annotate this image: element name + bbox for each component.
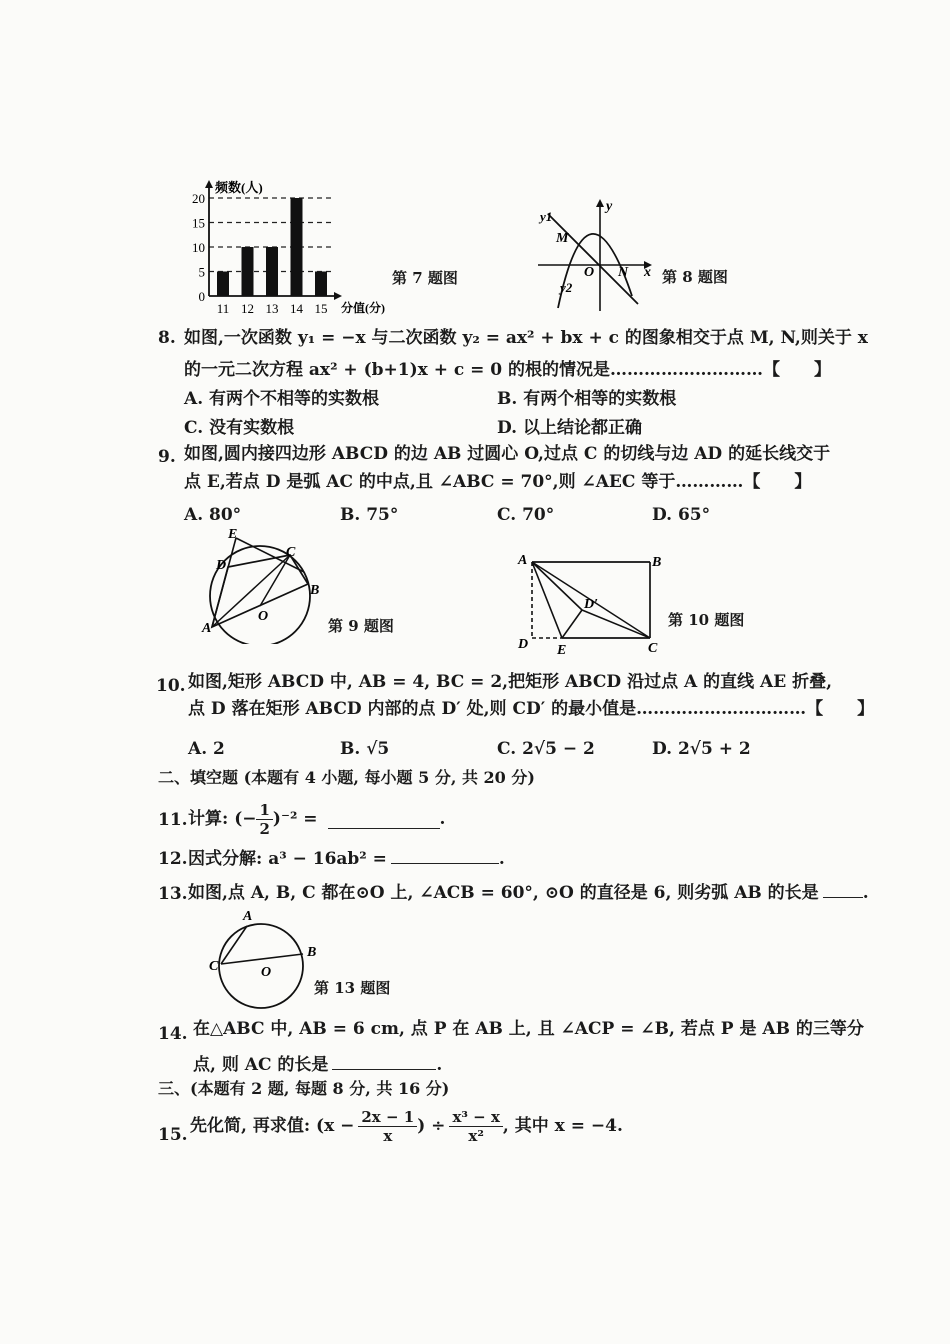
fig10-label-C: C	[648, 641, 658, 656]
q9-option-c: C. 70°	[497, 505, 555, 525]
fig7-y-tick-label: 15	[192, 215, 205, 231]
q15-mid: ) ÷	[417, 1116, 446, 1136]
q8-option-c: C. 没有实数根	[184, 418, 295, 438]
fig13-chord-cb	[221, 954, 303, 964]
fig7-y-tick-label: 10	[192, 240, 205, 255]
fig7-y-tick-label: 20	[192, 191, 205, 206]
fig7-bar-12	[242, 247, 254, 296]
q11-suffix: )⁻² =	[272, 809, 318, 829]
q9-option-d: D. 65°	[652, 505, 711, 525]
fig7-bar-11	[217, 272, 229, 297]
fig13-label-B: B	[307, 945, 317, 960]
section-2-heading: 二、填空题 (本题有 4 小题, 每小题 5 分, 共 20 分)	[158, 768, 535, 787]
q8-number: 8.	[158, 328, 176, 348]
q9-option-b: B. 75°	[340, 505, 399, 525]
fig10-ad-prime	[532, 562, 582, 610]
q10-stem-line2: 点 D 落在矩形 ABCD 内部的点 D′ 处,则 CD′ 的最小值是…………………………【 】	[188, 699, 875, 719]
fig9-ae-line	[212, 538, 236, 627]
fig7-x-axis-label: 分值(分)	[341, 301, 385, 315]
fig13-caption: 第 13 题图	[314, 979, 391, 997]
fig10-label-D-prime: D′	[584, 597, 599, 612]
q11-fraction	[256, 801, 272, 838]
fig10-label-A: A	[518, 553, 528, 568]
fig7-y-tick-label: 5	[198, 264, 205, 280]
fig7-bar-15	[315, 272, 327, 297]
q9-option-a: A. 80°	[184, 505, 242, 525]
fig7-x-tick-label: 11	[216, 301, 230, 316]
q15-prefix: 先化简, 再求值: (x −	[190, 1116, 355, 1136]
q12-answer-blank[interactable]	[391, 845, 499, 864]
q11-fraction-numerator: 1	[256, 801, 272, 820]
q12-line	[188, 845, 505, 871]
q14-answer-blank[interactable]	[332, 1051, 436, 1070]
fig7-caption: 第 7 题图	[392, 269, 458, 287]
q15-fraction-1-denominator: x	[383, 1126, 393, 1145]
fig13-label-C: C	[209, 959, 219, 974]
q9-stem-line1: 如图,圆内接四边形 ABCD 的边 AB 过圆心 O,过点 C 的切线与边 AD 的延长线交于	[184, 444, 831, 464]
q13-line	[188, 879, 869, 905]
q11-expression	[188, 798, 445, 840]
fig10-rectangle-figure	[514, 550, 664, 658]
fig9-label-E: E	[228, 527, 238, 542]
fig7-x-tick-label: 13	[265, 301, 279, 316]
q10-option-d: D. 2√5 + 2	[652, 739, 751, 759]
fig7-x-arrow	[334, 292, 342, 300]
fig8-graph	[530, 196, 660, 316]
fig8-label-y: y	[606, 199, 613, 214]
q12-text: 因式分解: a³ − 16ab² =	[188, 849, 387, 869]
fig10-label-E: E	[557, 643, 567, 658]
q10-option-b: B. √5	[340, 739, 390, 759]
fig7-bar-14	[291, 198, 303, 296]
q14-stem-line1: 在△ABC 中, AB = 6 cm, 点 P 在 AB 上, 且 ∠ACP = ∠B, 若点 P 是 AB 的三等分	[193, 1019, 864, 1039]
q14-line2	[193, 1051, 442, 1077]
fig9-caption: 第 9 题图	[328, 617, 394, 635]
q11-end: .	[439, 809, 446, 829]
fig8-caption: 第 8 题图	[662, 268, 728, 286]
fig7-y-tick-label: 0	[198, 289, 205, 304]
q9-stem-line2: 点 E,若点 D 是弧 AC 的中点,且 ∠ABC = 70°,则 ∠AEC 等于…………【 】	[184, 472, 812, 492]
fig7-chart	[185, 178, 455, 318]
q8-stem-line2: 的一元二次方程 ax² + (b+1)x + c = 0 的根的情况是………………………【 】	[184, 360, 832, 380]
q13-end: .	[862, 883, 869, 903]
q13-answer-blank[interactable]	[823, 879, 863, 898]
fig8-label-x: x	[644, 265, 651, 280]
fig7-x-tick-label: 15	[314, 301, 328, 316]
q11-number: 11.	[158, 810, 188, 830]
q15-expression	[190, 1100, 623, 1152]
q8-option-d: D. 以上结论都正确	[497, 418, 642, 438]
q9-number: 9.	[158, 447, 176, 467]
q8-stem-line1: 如图,一次函数 y₁ = −x 与二次函数 y₂ = ax² + bx + c 的图象相交于点 M, N,则关于 x	[184, 328, 868, 348]
fig9-label-A: A	[202, 621, 212, 636]
q15-fraction-2-denominator: x²	[468, 1126, 484, 1145]
q10-option-a: A. 2	[188, 739, 225, 759]
fig10-fold-ae	[532, 562, 562, 638]
fig13-label-A: A	[243, 909, 253, 924]
q15-fraction-1-numerator: 2x − 1	[358, 1108, 417, 1127]
q10-stem-line1: 如图,矩形 ABCD 中, AB = 4, BC = 2,把矩形 ABCD 沿过点 A 的直线 AE 折叠,	[188, 672, 832, 692]
q15-number: 15.	[158, 1125, 188, 1145]
fig8-label-y1: y1	[540, 209, 553, 224]
q14-end: .	[436, 1055, 443, 1075]
fig7-bar-13	[266, 247, 278, 296]
fig7-x-tick-label: 12	[241, 301, 254, 316]
fig10-ed-prime	[562, 610, 582, 638]
q15-fraction-2-numerator: x³ − x	[449, 1108, 502, 1127]
q15-fraction-2	[449, 1108, 502, 1145]
section-3-heading: 三、(本题有 2 题, 每题 8 分, 共 16 分)	[158, 1079, 450, 1098]
fig9-circle-figure	[198, 524, 328, 644]
fig8-label-O: O	[584, 265, 595, 280]
fig10-d-prime-c	[582, 610, 650, 638]
fig7-y-axis-label: 频数(人)	[215, 180, 263, 195]
q10-option-c: C. 2√5 − 2	[497, 739, 595, 759]
q14-number: 14.	[158, 1024, 188, 1044]
q15-fraction-1	[358, 1108, 417, 1145]
fig13-circle-figure	[205, 906, 325, 1018]
q13-number: 13.	[158, 884, 188, 904]
fig10-label-B: B	[652, 555, 662, 570]
fig7-y-arrow	[205, 180, 213, 188]
fig10-label-D: D	[518, 637, 529, 652]
q14-stem-line2: 点, 则 AC 的长是	[193, 1055, 329, 1075]
fig9-label-O: O	[258, 609, 269, 624]
fig9-label-D: D	[216, 558, 227, 573]
fig8-label-N: N	[618, 265, 629, 280]
fig8-y-arrow	[596, 199, 604, 207]
q11-answer-blank[interactable]	[328, 810, 440, 829]
q8-option-b: B. 有两个相等的实数根	[497, 389, 677, 409]
q8-option-a: A. 有两个不相等的实数根	[184, 389, 380, 409]
fig9-label-C: C	[286, 545, 296, 560]
fig13-label-O: O	[261, 965, 272, 980]
q15-suffix: , 其中 x = −4.	[502, 1116, 623, 1136]
q12-end: .	[498, 849, 505, 869]
q12-number: 12.	[158, 849, 188, 869]
q11-fraction-denominator: 2	[259, 819, 270, 838]
fig8-label-y2: y2	[560, 280, 573, 295]
fig7-x-tick-label: 14	[290, 301, 303, 316]
fig10-caption: 第 10 题图	[668, 611, 745, 629]
q10-number: 10.	[156, 676, 186, 696]
fig9-label-B: B	[310, 583, 320, 598]
fig8-label-M: M	[556, 231, 569, 246]
q11-prefix: 计算: (−	[188, 809, 257, 829]
q13-text: 如图,点 A, B, C 都在⊙O 上, ∠ACB = 60°, ⊙O 的直径是 6, 则劣弧 AB 的长是	[188, 883, 819, 903]
